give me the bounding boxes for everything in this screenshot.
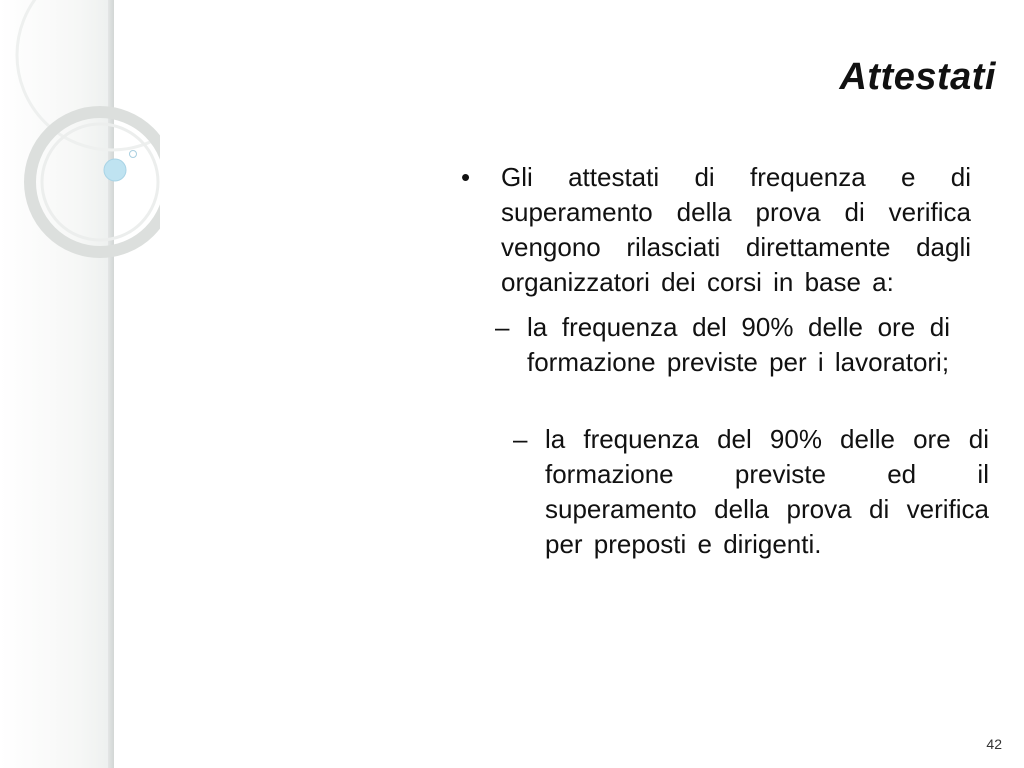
small-dot xyxy=(130,151,137,158)
bullet-text: Gli attestati di frequenza e di superamento della prova di verifica vengono rilasciati direttamente dagli organizzatori dei corsi in base a: xyxy=(501,162,971,297)
sub-item-text: la frequenza del 90% delle ore di formazione previste ed il superamento della prova di verifica per preposti e dirigenti. xyxy=(545,424,989,559)
decorative-rings xyxy=(0,0,160,260)
sub-item xyxy=(513,422,989,562)
slide-title: Attestati xyxy=(839,56,996,98)
bullet-glyph: • xyxy=(461,162,471,192)
blue-dot xyxy=(104,159,126,181)
sub-item-dash: – xyxy=(513,424,528,454)
sub-item xyxy=(495,310,950,380)
slide-content xyxy=(455,160,1000,562)
page-number: 42 xyxy=(986,736,1002,752)
inner-ring xyxy=(42,124,158,240)
middle-ring xyxy=(30,112,160,252)
sub-item-text: la frequenza del 90% delle ore di formazione previste per i lavoratori; xyxy=(527,312,950,377)
sub-item-dash: – xyxy=(495,312,510,342)
bullet-item xyxy=(455,160,1000,300)
